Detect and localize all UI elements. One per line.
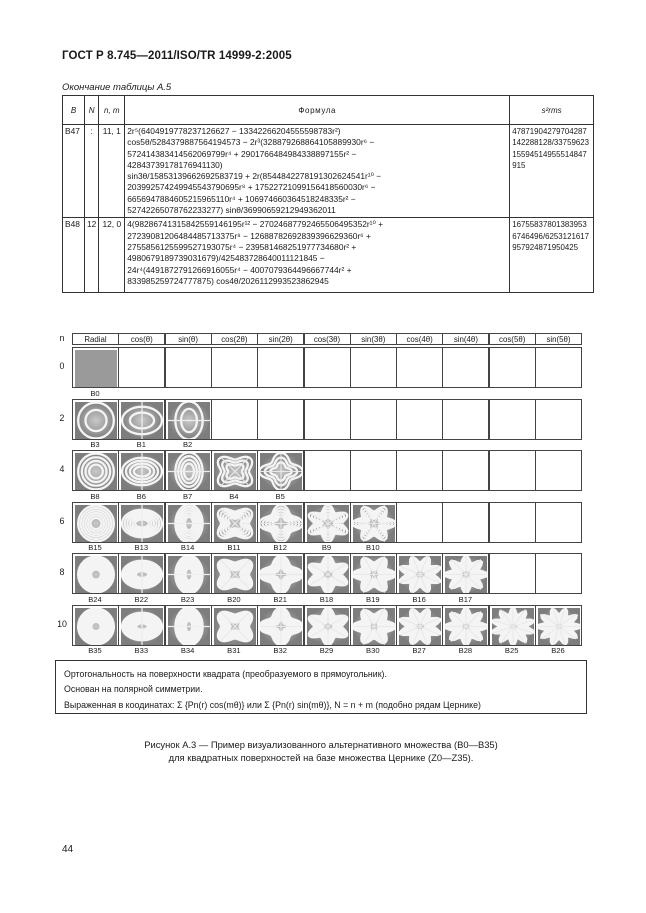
n-axis-label: n — [59, 333, 65, 343]
basis-label: B22 — [134, 594, 149, 604]
row-nm: 12, 0 — [99, 218, 125, 293]
basis-cell — [442, 605, 489, 646]
basis-pattern-image — [353, 505, 395, 542]
row-rms: 4787190427970428714228812​8/3375962315594514955514847915 — [510, 125, 594, 218]
basis-cell — [118, 399, 165, 440]
empty-cell — [396, 347, 443, 388]
basis-pattern-image — [538, 608, 580, 645]
empty-cell — [165, 347, 212, 388]
basis-pattern-image — [492, 608, 534, 645]
basis-label: B34 — [180, 646, 195, 655]
basis-label: B18 — [319, 594, 334, 604]
basis-cell — [72, 605, 119, 646]
row-rms: 1675583780138395367464​96/625312161795792487195042​5 — [510, 218, 594, 293]
basis-cell — [257, 553, 304, 594]
cell-background — [75, 350, 117, 387]
basis-label: B8 — [90, 491, 100, 501]
header-nm: n, m — [99, 96, 125, 125]
basis-pattern-image — [168, 453, 210, 490]
empty-cell — [535, 450, 582, 491]
header-b: B — [63, 96, 85, 125]
empty-cell — [396, 502, 443, 543]
basis-pattern-image — [260, 453, 302, 490]
empty-cell — [535, 347, 582, 388]
basis-label: B20 — [227, 594, 241, 604]
basis-pattern-image — [168, 402, 210, 439]
empty-cell — [211, 399, 258, 440]
basis-cell — [165, 450, 212, 491]
basis-cell — [396, 605, 443, 646]
empty-cell — [304, 450, 351, 491]
basis-pattern-image — [75, 402, 117, 439]
empty-cell — [442, 399, 489, 440]
empty-cell — [304, 399, 351, 440]
basis-label: B10 — [366, 543, 380, 552]
basis-pattern-image — [353, 608, 395, 645]
basis-cell — [304, 605, 351, 646]
figure-caption-line: Рисунок А.3 — Пример визуализованного альтернативного множества (B0—B35) — [144, 739, 498, 750]
basis-pattern-image — [168, 608, 210, 645]
basis-cell — [257, 450, 304, 491]
basis-cell — [165, 399, 212, 440]
basis-pattern-image — [260, 556, 302, 593]
basis-cell — [211, 553, 258, 594]
basis-pattern-image — [260, 505, 302, 542]
empty-cell — [442, 450, 489, 491]
basis-cell — [350, 605, 397, 646]
basis-pattern-image — [307, 608, 349, 645]
basis-label: B1 — [136, 440, 146, 449]
page-number: 44 — [62, 844, 74, 855]
empty-cell — [489, 399, 536, 440]
row-n-label: 8 — [59, 567, 65, 577]
row-n-label: 6 — [59, 515, 65, 526]
note-line: Ортогональность на поверхности квадрата (преобразуемого в прямоугольник). — [64, 669, 387, 679]
basis-cell — [535, 605, 582, 646]
column-header: Radial — [72, 333, 119, 345]
row-n-label: 4 — [59, 464, 65, 474]
basis-cell — [304, 502, 351, 543]
basis-cell — [211, 450, 258, 491]
empty-cell — [257, 399, 304, 440]
basis-pattern-image — [75, 350, 117, 387]
basis-pattern-image — [75, 608, 117, 645]
column-header: cos(5θ) — [489, 333, 536, 345]
basis-cell — [72, 553, 119, 594]
basis-label: B33 — [134, 646, 149, 655]
empty-cell — [350, 399, 397, 440]
column-header: cos(2θ) — [211, 333, 258, 345]
basis-label: B32 — [273, 646, 287, 655]
empty-cell — [396, 450, 443, 491]
basis-label: B28 — [458, 646, 473, 655]
basis-cell — [211, 605, 258, 646]
basis-label: B19 — [366, 594, 380, 604]
figure-caption — [55, 738, 587, 764]
row-formula: 4(98286741315842559146195r¹² − 270246877924655064953​52r¹⁰ + 27239081206484485713375r⁸ − 12688782692839396629360r⁶ + 27558561255995271930​75r⁴ − 23958146825197773468​0r² + 49806791897390316​79)/4254837286400111218​45 − 24r⁴(44918727912669160​55r⁴ − 40070793644966677​44r² + 833985259724777875) cos4θ/20261129935238629​45 — [125, 218, 510, 293]
note-line: Выраженная в коодинатах: Σ {Pn(r) cos(mθ)} или Σ {Pn(r) sin(mθ)}, N = n + m (подобно рядам Цернике) — [64, 699, 481, 710]
basis-cell — [118, 502, 165, 543]
basis-pattern-image — [168, 505, 210, 542]
basis-pattern-image — [121, 453, 163, 490]
formula-table — [62, 95, 594, 293]
basis-cell — [257, 605, 304, 646]
basis-label: B13 — [134, 543, 149, 552]
basis-pattern-image — [121, 402, 163, 439]
empty-cell — [350, 347, 397, 388]
basis-cell — [118, 553, 165, 594]
basis-cell — [396, 553, 443, 594]
basis-label: B2 — [182, 440, 193, 449]
table-row — [63, 218, 594, 293]
basis-cell — [304, 553, 351, 594]
column-header: cos(3θ) — [304, 333, 351, 345]
basis-pattern-image — [353, 556, 395, 593]
empty-cell — [489, 502, 536, 543]
basis-pattern-image — [307, 505, 349, 542]
basis-cell — [350, 502, 397, 543]
empty-cell — [535, 502, 582, 543]
column-header: sin(3θ) — [350, 333, 397, 345]
empty-cell — [257, 347, 304, 388]
table-caption: Окончание таблицы А.5 — [62, 82, 172, 93]
basis-cell — [72, 399, 119, 440]
empty-cell — [489, 347, 536, 388]
empty-cell — [489, 553, 536, 594]
row-nm: 11, 1 — [99, 125, 125, 218]
basis-label: B12 — [273, 543, 287, 552]
basis-pattern-image — [214, 608, 256, 645]
row-n-label: 0 — [59, 361, 65, 371]
note-line: Основан на полярной симметрии. — [64, 684, 203, 695]
row-b: B47 — [63, 125, 85, 218]
basis-label: B15 — [88, 543, 102, 552]
basis-cell — [118, 605, 165, 646]
column-header: cos(θ) — [118, 333, 165, 345]
basis-label: B21 — [273, 594, 287, 604]
document-header: ГОСТ Р 8.745—2011/ISO/TR 14999-2:2005 — [62, 50, 292, 62]
empty-cell — [535, 553, 582, 594]
basis-cell — [72, 502, 119, 543]
column-header: cos(4θ) — [396, 333, 443, 345]
basis-pattern-image — [214, 453, 256, 490]
basis-pattern-image — [75, 505, 117, 542]
row-formula: 2r⁵(6404919778237126627 − 1334226620455559878​3r²) cos5θ/5284379887564194573 − 2r³(32887926886410588993​0r⁶ − 57241438341456206979​9r⁴ + 29017664849843388971​55r² − 42843739178176941130) sin3θ/1585313966269258371​9 + 2r(85448422781913026245​41r¹⁰ − 20399257424994554379069​5r⁸ + 17522721099156418560030r⁶ − 66569478846052159651​10r⁴ + 10697466036451824833​5r² − 52742265078762233277) sinθ/36990659212949362011 — [125, 125, 510, 218]
basis-label: B24 — [88, 594, 102, 604]
column-header: sin(2θ) — [257, 333, 304, 345]
basis-cell — [489, 605, 536, 646]
row-n-label: 2 — [59, 412, 65, 423]
table-header-row — [63, 96, 594, 125]
header-rms: s²rms — [510, 96, 594, 125]
empty-cell — [304, 347, 351, 388]
basis-cell — [350, 553, 397, 594]
basis-pattern-image — [75, 556, 117, 593]
basis-label: B9 — [321, 543, 332, 552]
basis-label: B31 — [227, 646, 241, 655]
basis-cell — [165, 502, 212, 543]
basis-label: B3 — [90, 440, 100, 449]
basis-pattern-image — [445, 556, 487, 593]
basis-pattern-image — [168, 556, 210, 593]
basis-label: B23 — [180, 594, 195, 604]
table-row — [63, 125, 594, 218]
empty-cell — [211, 347, 258, 388]
basis-label: B6 — [136, 491, 146, 501]
basis-label: B11 — [227, 543, 241, 552]
basis-pattern-image — [260, 608, 302, 645]
empty-cell — [396, 399, 443, 440]
empty-cell — [535, 399, 582, 440]
column-header: sin(4θ) — [442, 333, 489, 345]
empty-cell — [350, 450, 397, 491]
basis-pattern-image — [399, 556, 441, 593]
empty-cell — [118, 347, 165, 388]
row-n: 12 — [84, 218, 98, 293]
basis-pattern-image — [121, 505, 163, 542]
header-formula: Формула — [125, 96, 510, 125]
empty-cell — [489, 450, 536, 491]
basis-label: B4 — [229, 491, 239, 501]
basis-cell — [72, 450, 119, 491]
basis-label: B14 — [180, 543, 195, 552]
basis-cell — [211, 502, 258, 543]
basis-label: B25 — [504, 646, 519, 655]
row-n-label: 10 — [57, 618, 67, 629]
basis-cell — [72, 347, 119, 388]
notes-box — [55, 660, 587, 714]
basis-pattern-image — [121, 608, 163, 645]
basis-pattern-image — [214, 505, 256, 542]
figure-caption-line: для квадратных поверхностей на базе множества Цернике (Z0—Z35). — [168, 752, 474, 763]
basis-label: B27 — [412, 646, 426, 655]
basis-pattern-image — [214, 556, 256, 593]
basis-label: B5 — [275, 491, 285, 501]
empty-cell — [442, 347, 489, 388]
basis-pattern-image — [399, 608, 441, 645]
basis-label: B30 — [366, 646, 380, 655]
cell-background — [75, 402, 117, 439]
basis-pattern-image — [307, 556, 349, 593]
basis-cell — [165, 605, 212, 646]
basis-cell — [165, 553, 212, 594]
header-n: N — [84, 96, 98, 125]
basis-label: B0 — [90, 388, 100, 398]
basis-label: B29 — [319, 646, 334, 655]
basis-label: B26 — [551, 646, 565, 655]
basis-pattern-image — [75, 453, 117, 490]
row-n: : — [84, 125, 98, 218]
row-b: B48 — [63, 218, 85, 293]
basis-pattern-image — [121, 556, 163, 593]
empty-cell — [442, 502, 489, 543]
basis-label: B17 — [458, 594, 473, 604]
basis-label: B7 — [182, 491, 193, 501]
basis-label: B35 — [88, 646, 102, 655]
column-header: sin(θ) — [165, 333, 212, 345]
basis-pattern-image — [445, 608, 487, 645]
basis-cell — [257, 502, 304, 543]
basis-cell — [442, 553, 489, 594]
basis-cell — [118, 450, 165, 491]
basis-label: B16 — [412, 594, 426, 604]
column-header: sin(5θ) — [535, 333, 582, 345]
